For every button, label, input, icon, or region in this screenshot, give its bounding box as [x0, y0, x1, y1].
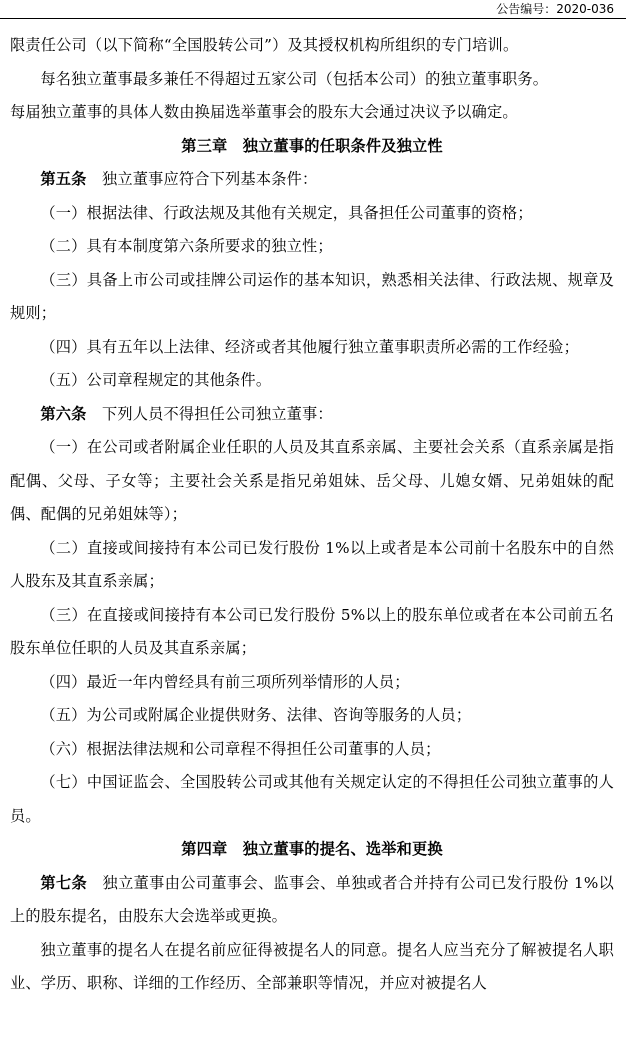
article-seven — [10, 867, 614, 934]
paragraph-text: （五）为公司或附属企业提供财务、法律、咨询等服务的人员； — [40, 706, 472, 724]
header-divider — [0, 18, 626, 19]
article-five — [10, 163, 614, 197]
paragraph-text: 每名独立董事最多兼任不得超过五家公司（包括本公司）的独立董事职务。 — [40, 69, 549, 88]
list-item — [10, 431, 614, 532]
paragraph-text: 下列人员不得担任公司独立董事： — [86, 404, 333, 423]
paragraph-text: 限责任公司（以下简称“全国股转公司”）及其授权机构所组织的专门培训。 — [10, 36, 519, 54]
heading-text: 第四章 独立董事的提名、选举和更换 — [181, 840, 443, 858]
paragraph-text: （二）具有本制度第六条所要求的独立性； — [40, 237, 333, 255]
paragraph-text: （五）公司章程规定的其他条件。 — [40, 371, 272, 389]
paragraph-text: 独立董事由公司董事会、监事会、单独或者合并持有公司已发行股份 1%以上的股东提名，由股东大会选举或更换。 — [10, 873, 614, 925]
list-item — [10, 197, 614, 231]
paragraph-text: 独立董事的提名人在提名前应征得被提名人的同意。提名人应当充分了解被提名人职业、学历、职称、详细的工作经历、全部兼职等情况，并应对被提名人 — [10, 940, 614, 992]
paragraph-text: （七）中国证监会、全国股转公司或其他有关规定认定的不得担任公司独立董事的人员。 — [10, 773, 614, 825]
list-item — [10, 331, 614, 365]
paragraph-text: （二）直接或间接持有本公司已发行股份 1%以上或者是本公司前十名股东中的自然人股东及其直系亲属； — [10, 538, 614, 590]
list-item — [10, 733, 614, 767]
heading-text: 第三章 独立董事的任职条件及独立性 — [181, 136, 443, 155]
paragraph-text: （一）在公司或者附属企业任职的人员及其直系亲属、主要社会关系（直系亲属是指配偶、父母、子女等；主要社会关系是指兄弟姐妹、岳父母、儿媳女婿、兄弟姐妹的配偶、配偶的兄弟姐妹等）； — [10, 438, 614, 523]
article-number: 第七条 — [40, 873, 88, 892]
list-item — [10, 532, 614, 599]
paragraph-text: （三）在直接或间接持有本公司已发行股份 5%以上的股东单位或者在本公司前五名股东单位任职的人员及其直系亲属； — [10, 605, 614, 657]
paragraph-text: （四）最近一年内曾经具有前三项所列举情形的人员； — [40, 672, 410, 691]
article-number: 第五条 — [40, 170, 87, 188]
paragraph-text: 每届独立董事的具体人数由换届选举董事会的股东大会通过决议予以确定。 — [10, 103, 518, 121]
announcement-number: 公告编号：2020-036 — [496, 2, 614, 16]
list-item — [10, 230, 614, 264]
article-six — [10, 398, 614, 432]
chapter-three-heading — [10, 130, 614, 164]
article-number: 第六条 — [40, 404, 87, 423]
paragraph-text: （三）具备上市公司或挂牌公司运作的基本知识，熟悉相关法律、行政法规、规章及规则； — [10, 270, 614, 322]
paragraph-text: （六）根据法律法规和公司章程不得担任公司董事的人员； — [40, 739, 441, 758]
list-item — [10, 264, 614, 331]
paragraph-training-continuation — [10, 29, 614, 63]
document-body — [10, 29, 614, 1001]
paragraph-nominator-consent — [10, 934, 614, 1001]
list-item — [10, 699, 614, 733]
list-item — [10, 364, 614, 398]
paragraph-text: 独立董事应符合下列基本条件： — [86, 170, 318, 188]
paragraph-concurrent-posts — [10, 63, 614, 97]
list-item — [10, 666, 614, 700]
paragraph-text: （一）根据法律、行政法规及其他有关规定，具备担任公司董事的资格； — [40, 203, 533, 222]
paragraph-text: （四）具有五年以上法律、经济或者其他履行独立董事职责所必需的工作经验； — [40, 337, 579, 356]
chapter-four-heading — [10, 833, 614, 867]
paragraph-director-count — [10, 96, 614, 130]
list-item — [10, 766, 614, 833]
list-item — [10, 599, 614, 666]
